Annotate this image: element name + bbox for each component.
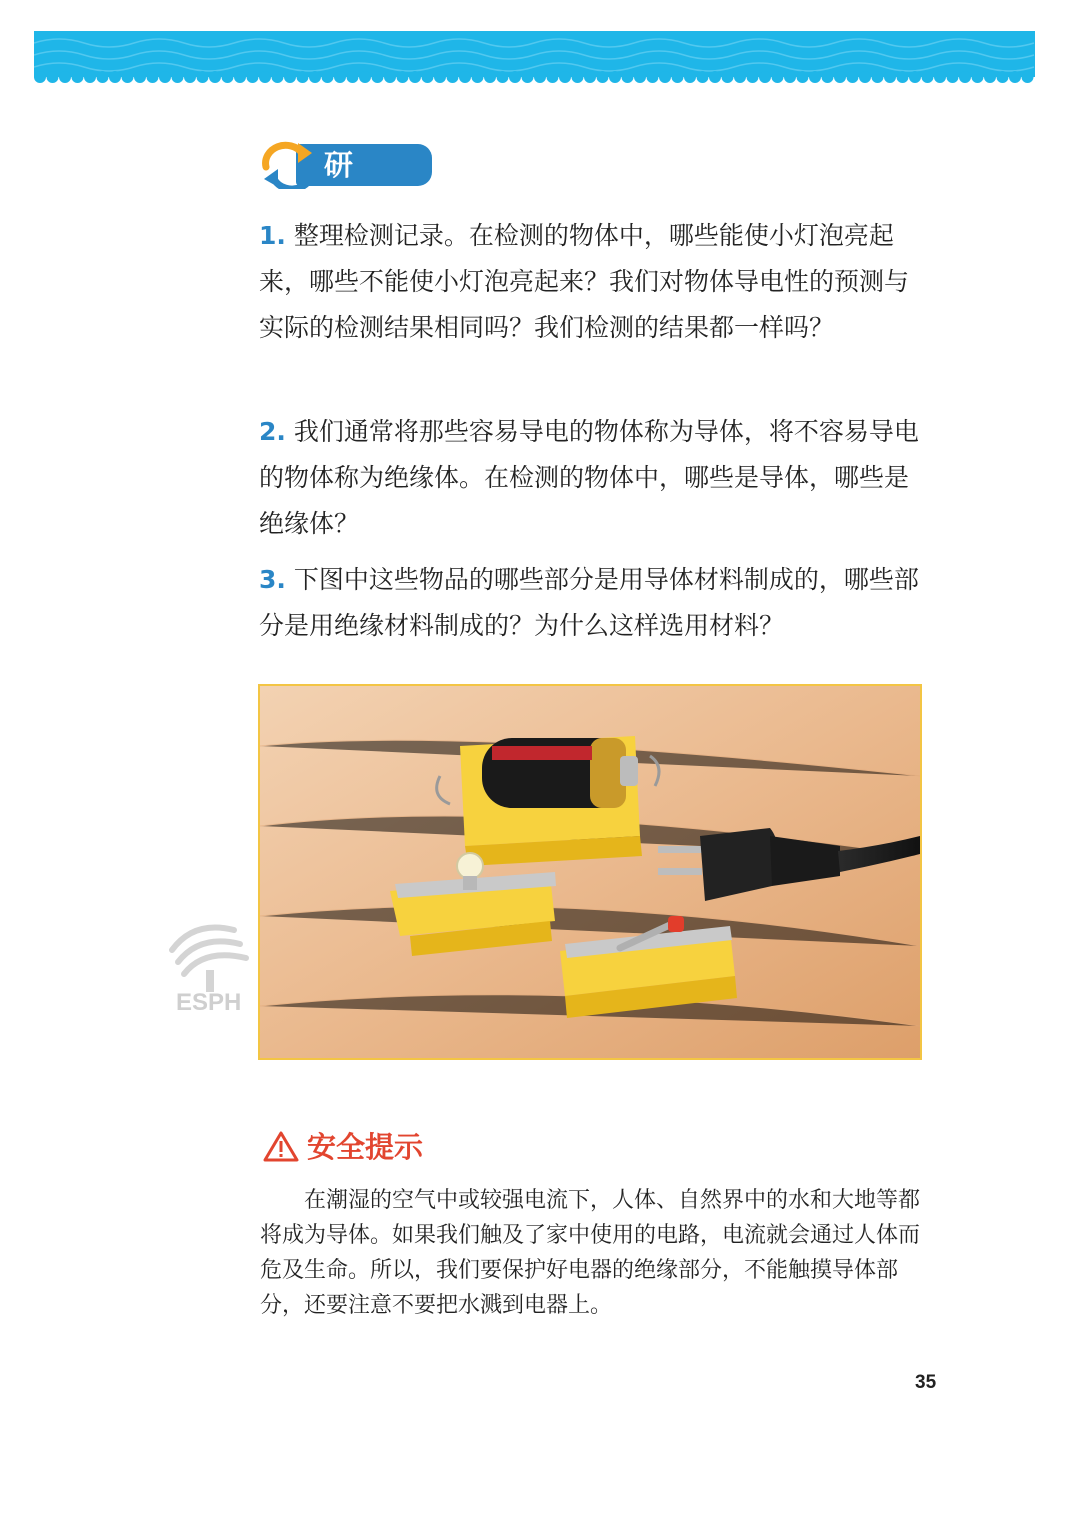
warning-triangle-icon	[263, 1130, 299, 1162]
question-1-text: 整理检测记录。在检测的物体中，哪些能使小灯泡亮起来，哪些不能使小灯泡亮起来？我们对物体导电性的预测与实际的检测结果相同吗？我们检测的结果都一样吗？	[259, 221, 910, 342]
question-3-text: 下图中这些物品的哪些部分是用导体材料制成的，哪些部分是用绝缘材料制成的？为什么这样选用材料？	[259, 565, 919, 640]
watermark-text: ESPH	[176, 989, 242, 1015]
question-2	[259, 409, 931, 547]
page-number: 35	[915, 1372, 937, 1393]
question-3	[259, 557, 931, 649]
section-title: 研 讨	[324, 148, 376, 218]
circuit-photo-illustration	[260, 686, 920, 1058]
safety-text: 在潮湿的空气中或较强电流下，人体、自然界中的水和大地等都将成为导体。如果我们触及了家中使用的电路，电流就会通过人体而危及生命。所以，我们要保护好电器的绝缘部分，不能触摸导体部分，还要注意不要把水溅到电器上。	[260, 1188, 921, 1318]
circuit-components-photo	[258, 684, 922, 1060]
question-2-text: 我们通常将那些容易导电的物体称为导体，将不容易导电的物体称为绝缘体。在检测的物体中，哪些是导体，哪些是绝缘体？	[259, 417, 919, 538]
question-2-number: 2.	[259, 417, 286, 446]
question-1-number: 1.	[259, 221, 286, 250]
battery-holder	[437, 736, 659, 866]
safety-title-text: 安全提示	[307, 1130, 424, 1164]
question-3-number: 3.	[259, 565, 286, 594]
esph-watermark-logo	[164, 900, 264, 1015]
top-wave-banner	[34, 31, 1035, 85]
section-header	[258, 144, 438, 218]
question-1	[259, 213, 931, 351]
cycle-arrows-icon	[258, 141, 318, 189]
